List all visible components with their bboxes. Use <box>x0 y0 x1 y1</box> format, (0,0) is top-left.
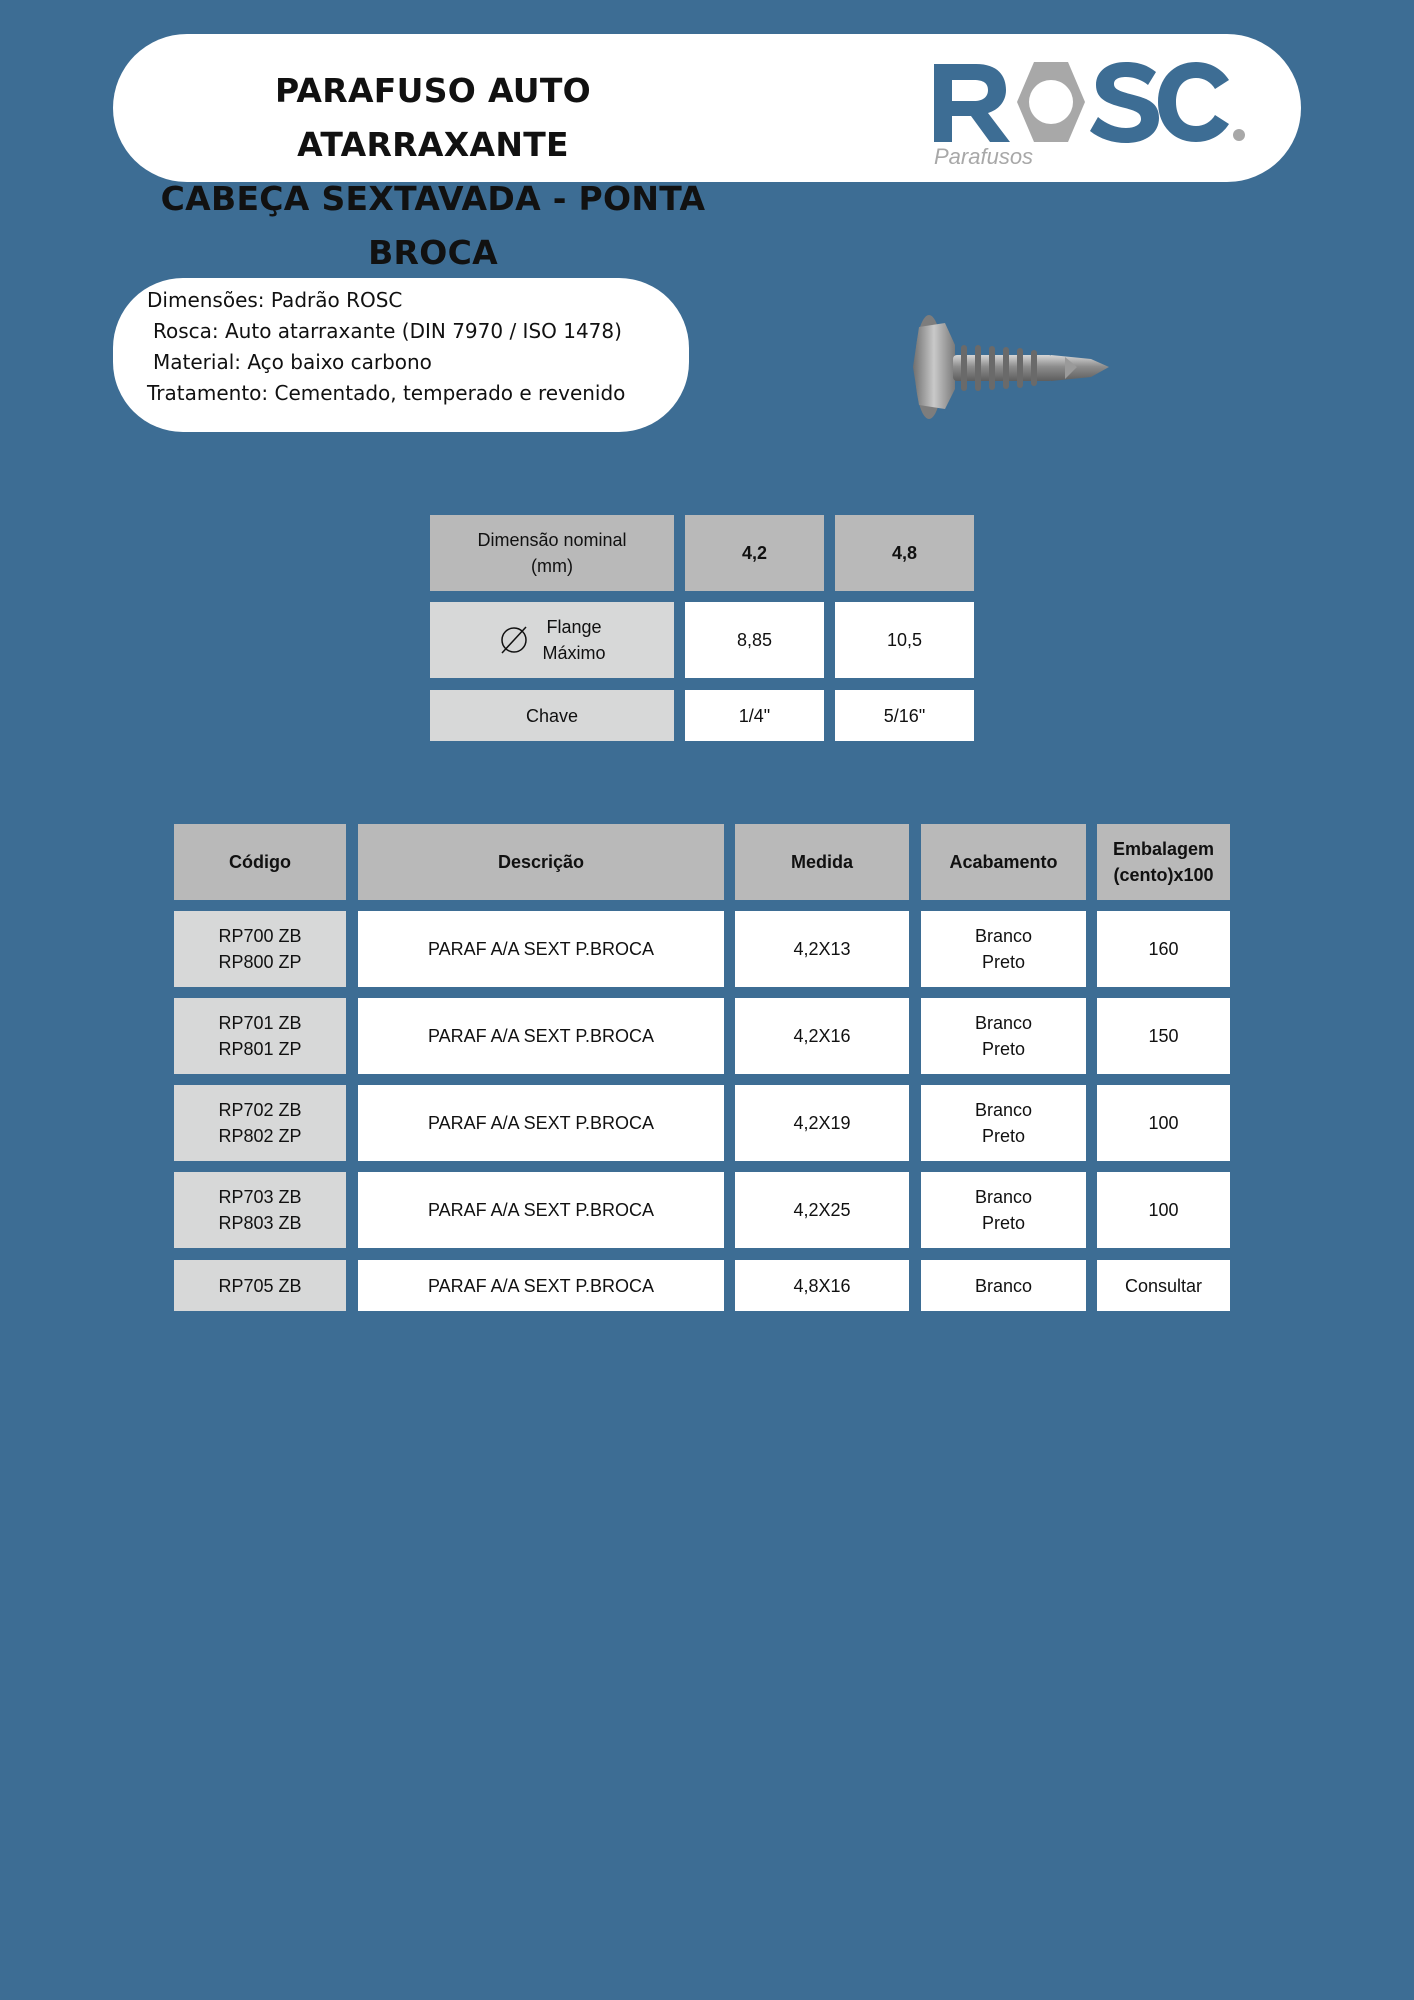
col-header-embalagem: Embalagem (cento)x100 <box>1097 824 1230 900</box>
table-row-4-acabamento: Branco Preto <box>921 1172 1086 1248</box>
col-header-descricao: Descrição <box>358 824 724 900</box>
diameter-icon <box>498 624 530 656</box>
rosc-logo <box>928 52 1248 168</box>
table-row-3-codigo: RP702 ZB RP802 ZP <box>174 1085 346 1161</box>
dimension-col-4-2: 4,2 <box>685 515 824 591</box>
table-row-5-acabamento: Branco <box>921 1260 1086 1311</box>
table-row-5-medida: 4,8X16 <box>735 1260 909 1311</box>
page-title <box>153 64 713 280</box>
flange-value-4-8: 10,5 <box>835 602 974 678</box>
table-row-2-medida: 4,2X16 <box>735 998 909 1074</box>
spec-dimensions: Dimensões: Padrão ROSC <box>147 288 403 312</box>
table-row-5-codigo: RP705 ZB <box>174 1260 346 1311</box>
table-row-1-codigo: RP700 ZB RP800 ZP <box>174 911 346 987</box>
table-row-2-codigo: RP701 ZB RP801 ZP <box>174 998 346 1074</box>
key-label: Chave <box>430 690 674 741</box>
key-value-4-2: 1/4" <box>685 690 824 741</box>
title-line-2: CABEÇA SEXTAVADA - PONTA BROCA <box>160 179 706 272</box>
table-row-3-descricao: PARAF A/A SEXT P.BROCA <box>358 1085 724 1161</box>
table-row-4-codigo: RP703 ZB RP803 ZB <box>174 1172 346 1248</box>
col-header-medida: Medida <box>735 824 909 900</box>
table-row-3-acabamento: Branco Preto <box>921 1085 1086 1161</box>
table-row-1-embalagem: 160 <box>1097 911 1230 987</box>
table-row-3-embalagem: 100 <box>1097 1085 1230 1161</box>
spec-thread: Rosca: Auto atarraxante (DIN 7970 / ISO 1478) <box>153 319 622 343</box>
spec-treatment: Tratamento: Cementado, temperado e revenido <box>147 381 626 405</box>
header-banner <box>113 34 1301 272</box>
table-row-4-medida: 4,2X25 <box>735 1172 909 1248</box>
table-row-2-embalagem: 150 <box>1097 998 1230 1074</box>
table-row-5-embalagem: Consultar <box>1097 1260 1230 1311</box>
table-row-1-descricao: PARAF A/A SEXT P.BROCA <box>358 911 724 987</box>
col-header-codigo: Código <box>174 824 346 900</box>
table-row-2-acabamento: Branco Preto <box>921 998 1086 1074</box>
table-row-4-embalagem: 100 <box>1097 1172 1230 1248</box>
table-row-1-acabamento: Branco Preto <box>921 911 1086 987</box>
table-row-3-medida: 4,2X19 <box>735 1085 909 1161</box>
spec-material: Material: Aço baixo carbono <box>153 350 432 374</box>
table-row-1-medida: 4,2X13 <box>735 911 909 987</box>
table-row-4-descricao: PARAF A/A SEXT P.BROCA <box>358 1172 724 1248</box>
flange-label-cell <box>430 602 674 678</box>
col-header-acabamento: Acabamento <box>921 824 1086 900</box>
screw-image <box>895 305 1115 425</box>
flange-label: Flange Máximo <box>542 617 606 663</box>
dimension-header-label: Dimensão nominal (mm) <box>430 515 674 591</box>
key-value-4-8: 5/16" <box>835 690 974 741</box>
flange-value-4-2: 8,85 <box>685 602 824 678</box>
dimension-col-4-8: 4,8 <box>835 515 974 591</box>
table-row-2-descricao: PARAF A/A SEXT P.BROCA <box>358 998 724 1074</box>
specs-panel <box>113 278 689 432</box>
logo-subtext: Parafusos <box>934 144 1034 168</box>
table-row-5-descricao: PARAF A/A SEXT P.BROCA <box>358 1260 724 1311</box>
title-line-1: PARAFUSO AUTO ATARRAXANTE <box>274 71 592 164</box>
